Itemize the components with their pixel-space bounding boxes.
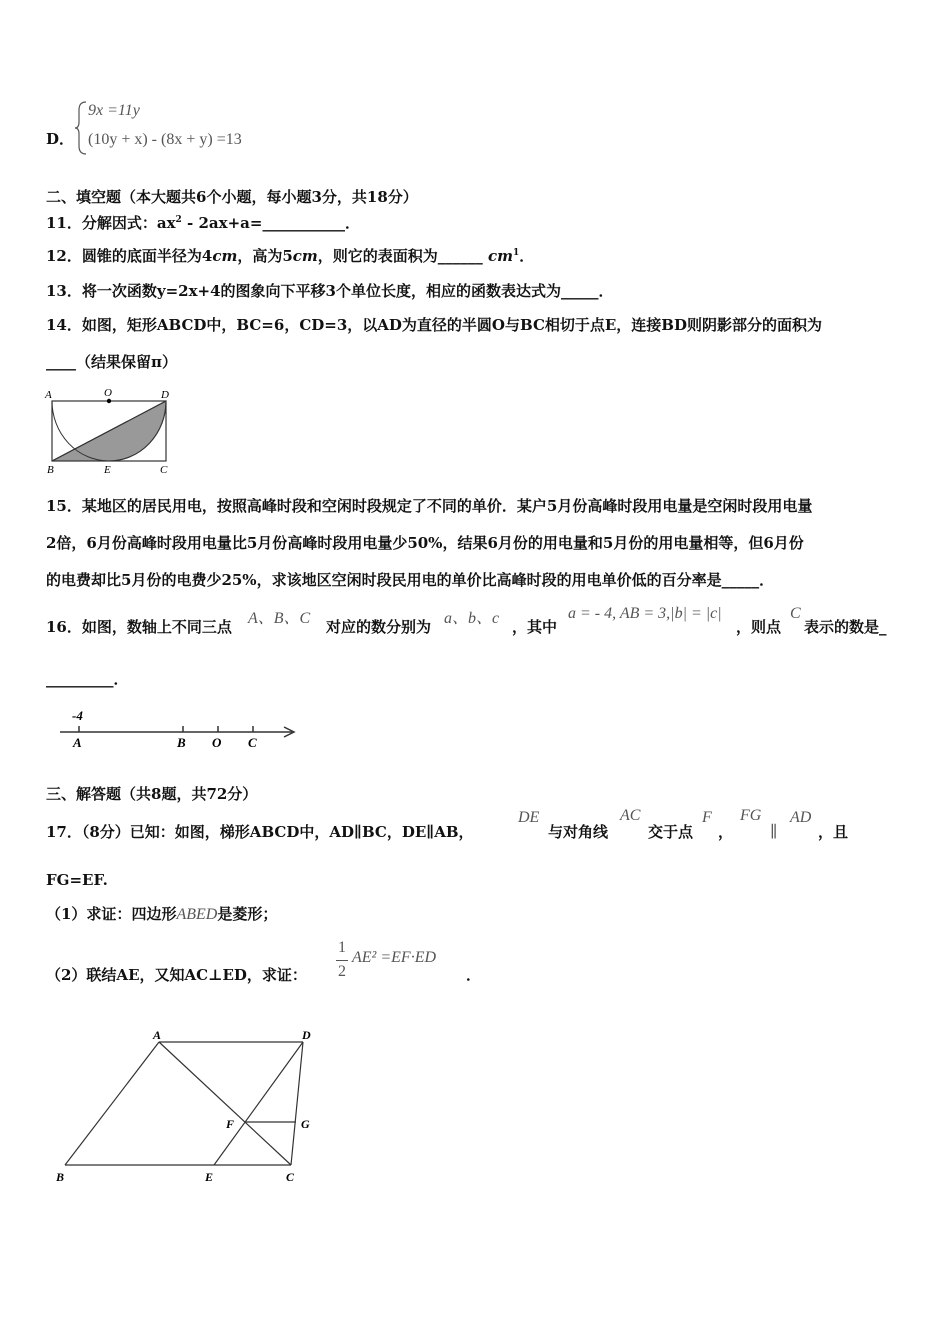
question-15-line-1: 15．某地区的居民用电，按照高峰时段和空闲时段规定了不同的单价．某户5月份高峰时段用电量是空闲时段用电量 [46,497,813,515]
q16-values: a、b、c [444,610,500,627]
q17-de: DE [518,809,540,826]
q17-p2b: ． [466,966,482,984]
segment-de [214,1042,303,1165]
q17-part-1 [46,903,277,924]
fig-label-g: G [301,1117,310,1131]
segment-ab [65,1042,159,1165]
option-d-label: D． [46,130,75,148]
fig-label-f: F [226,1117,235,1131]
q17-parallel: ∥ [770,824,778,841]
q17-ac: AC [620,807,641,824]
q16-t3: ，其中 [512,618,558,636]
question-16-line-2: _________． [46,670,129,688]
q17-equation: AE² =EF·ED [352,949,437,966]
question-12 [46,245,534,266]
label-b: B [47,464,54,476]
question-11 [46,212,360,233]
fig-label-a: A [153,1030,162,1042]
q17-f: F [702,809,712,826]
q12-unit-3: cm [488,247,514,265]
fraction-bar [336,960,348,961]
label-d: D [161,389,169,401]
q14-figure [40,384,180,476]
tick-label-minus-4: -4 [72,708,83,723]
question-17-line-2: FG=EF. [46,871,108,889]
fraction-numerator: 1 [338,939,346,956]
q17-t1: 17．（8分）已知：如图，梯形ABCD中，AD∥BC，DE∥AB， [46,823,474,841]
fraction-denominator: 2 [338,963,346,980]
q12-sup: 1 [513,248,520,258]
question-14-line-2: ____（结果保留π） [46,353,177,371]
equation-2: (10y + x) - (8x + y) =13 [88,131,242,148]
number-line [56,705,302,753]
q16-t5: 表示的数是_ [804,618,887,636]
question-14-line-1: 14．如图，矩形ABCD中，BC=6，CD=3，以AD为直径的半圆O与BC相切于点E，连接BD则阴影部分的面积为 [46,316,822,334]
label-a: A [45,389,52,401]
point-label-a: A [73,735,82,750]
point-label-o: O [212,735,222,750]
q17-ad: AD [790,809,812,826]
q16-condition: a = - 4, AB = 3,|b| = |c| [568,605,722,622]
q12-text-c: ，则它的表面积为______ [317,247,489,265]
q17-p1b: 是菱形； [217,905,278,923]
left-brace [74,100,88,156]
q17-t4: ， [718,823,734,841]
question-15-line-2: 2倍，6月份高峰时段用电量比5月份高峰时段用电量少50%，结果6月份的用电量和5月份的用电量相等，但6月份 [46,534,804,552]
q17-p2a: （2）联结AE，又知AC⊥ED，求证： [46,966,307,984]
diagonal-ac [159,1042,291,1165]
segment-dc [291,1042,303,1165]
label-o: O [104,387,112,399]
q16-points: A、B、C [248,610,311,627]
q16-t2: 对应的数分别为 [326,618,432,636]
fig-label-b: B [56,1170,65,1184]
label-e: E [104,464,111,476]
q17-t3: 交于点 [648,823,694,841]
q12-unit-2: cm [292,247,318,265]
q17-p1m: ABED [176,906,218,923]
label-c: C [160,464,168,476]
section-2-title: 二、填空题（本大题共6个小题，每小题3分，共18分） [46,188,418,206]
question-13: 13．将一次函数y=2x+4的图象向下平移3个单位长度，相应的函数表达式为_____． [46,282,614,300]
q12-text-d: ． [519,247,535,265]
center-o [107,399,111,403]
section-3-title: 三、解答题（共8题，共72分） [46,785,258,803]
q17-p1a: （1）求证：四边形 [46,905,177,923]
q16-t4: ，则点 [736,618,782,636]
q16-point-c: C [790,605,801,622]
q16-t1: 16．如图，数轴上不同三点 [46,618,232,636]
q11-sup: 2 [175,215,182,225]
q17-t5: ，且 [818,823,849,841]
q12-text-b: ，高为5 [237,247,293,265]
q11-text-b: - 2ax+a=___________． [181,214,360,232]
point-label-c: C [248,735,257,750]
fig-label-d: D [302,1030,311,1042]
fig-label-c: C [286,1170,295,1184]
q17-figure [52,1030,324,1188]
q17-fg: FG [740,807,762,824]
q11-text-a: 11．分解因式：ax [46,214,176,232]
equation-1: 9x =11y [88,102,140,119]
question-15-line-3: 的电费却比5月份的电费少25%，求该地区空闲时段民用电的单价比高峰时段的用电单价低的百分率是_____． [46,571,775,589]
fig-label-e: E [205,1170,214,1184]
q12-text-a: 12．圆锥的底面半径为4 [46,247,213,265]
point-label-b: B [177,735,186,750]
q12-unit-1: cm [212,247,238,265]
q17-t2: 与对角线 [548,823,609,841]
